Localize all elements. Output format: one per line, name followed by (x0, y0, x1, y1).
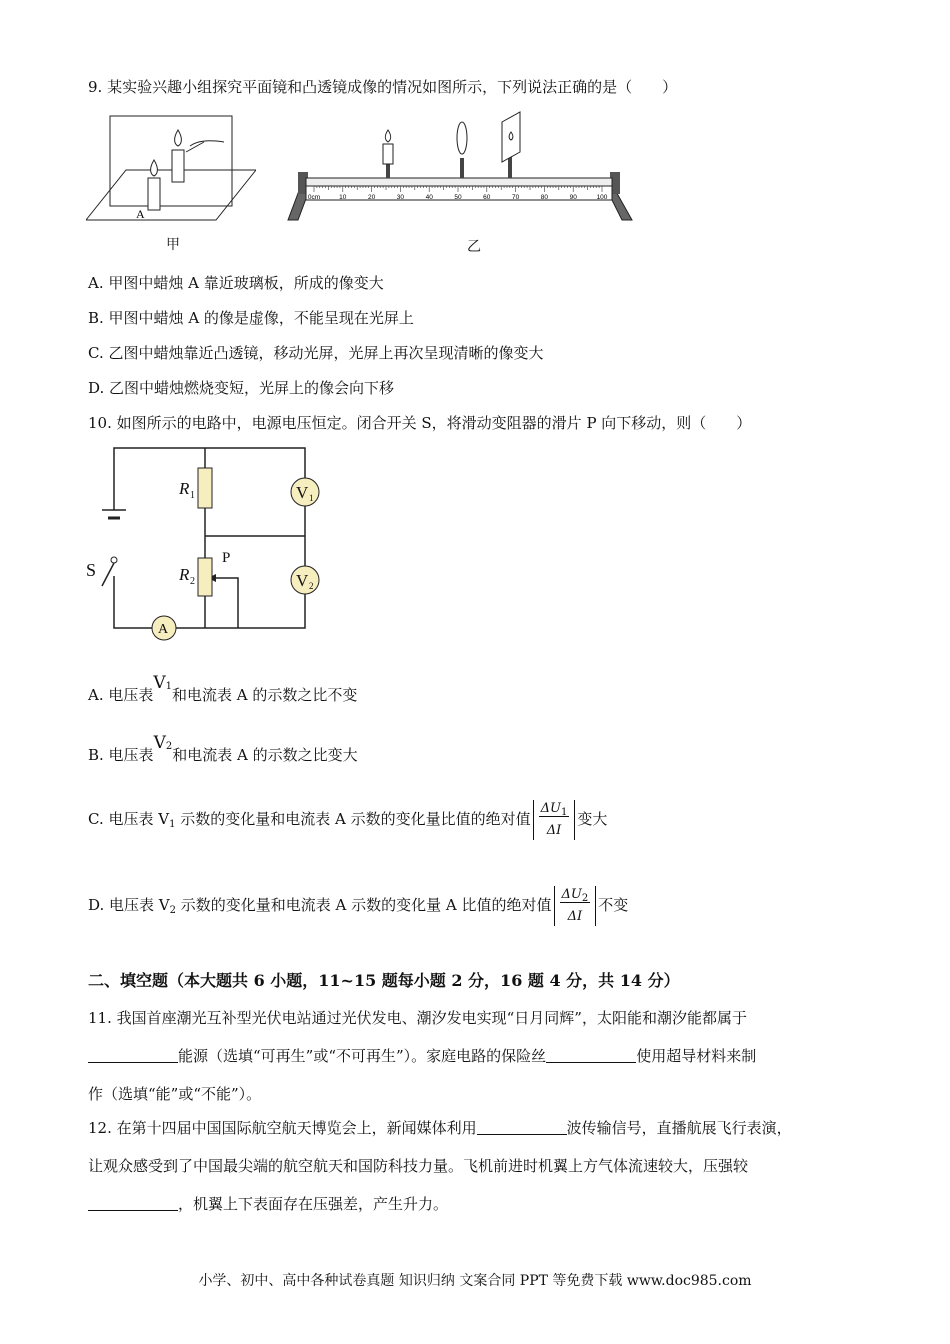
q11-line-2: 能源（选填“可再生”或“不可再生”）。家庭电路的保险丝 使用超导材料来制 (88, 1045, 756, 1066)
q10-stem: 10. 如图所示的电路中，电源电压恒定。闭合开关 S，将滑动变阻器的滑片 P 向下移动，则（ ） (88, 414, 752, 432)
ruler-tick-label: 80 (540, 194, 549, 201)
fig-jia-caption: 甲 (166, 237, 180, 253)
section-2-heading: 二、填空题（本大题共 6 小题，11~15 题每小题 2 分，16 题 4 分，共 14 分） (88, 971, 680, 990)
page-footer: 小学、初中、高中各种试卷真题 知识归纳 文案合同 PPT 等免费下载 www.doc985.com (198, 1273, 752, 1289)
slider-label: P (222, 550, 231, 566)
q12-line-1: 12. 在第十四届中国国际航空航天博览会上，新闻媒体利用 波传输信号，直播航展飞行表演， (88, 1119, 792, 1137)
r1-label: R (179, 479, 190, 498)
ruler-tick-label: 0cm (307, 194, 321, 201)
ruler-tick-label: 50 (454, 194, 462, 201)
candle-a-label: A (136, 207, 145, 221)
ruler-tick-label: 70 (511, 194, 520, 201)
ruler-tick-label: 10 (339, 194, 347, 201)
q11-blank-2[interactable] (546, 1048, 636, 1063)
q11-line-1: 11. 我国首座潮光互补型光伏电站通过光伏发电、潮汐发电实现“日月同辉”，太阳能和潮汐能都属于 (88, 1009, 747, 1027)
figure-optical-bench (284, 108, 636, 226)
q12-line-2: 让观众感受到了中国最尖端的航空航天和国防科技力量。飞机前进时机翼上方气体流速较大，压强较 (88, 1157, 749, 1175)
r2-label: R (179, 565, 190, 584)
ruler-tick-label: 100 (596, 194, 608, 201)
q9-option-d: D. 乙图中蜡烛燃烧变短，光屏上的像会向下移 (88, 379, 395, 397)
q10-option-a: A. 电压表$V^1$和电流表 A 的示数之比不变 (88, 673, 358, 704)
q9-stem: 9. 某实验兴趣小组探究平面镜和凸透镜成像的情况如图所示，下列说法正确的是（ ） (88, 78, 678, 96)
v1-sub: 1 (309, 493, 314, 503)
figure-circuit (84, 440, 334, 645)
ruler-tick-label: 40 (425, 194, 433, 201)
r1-sub: 1 (190, 490, 195, 501)
ruler-tick-label: 30 (396, 194, 405, 201)
q12-blank-1[interactable] (477, 1120, 567, 1135)
v1-label: V (296, 483, 309, 502)
q9-option-c: C. 乙图中蜡烛靠近凸透镜，移动光屏，光屏上再次呈现清晰的像变大 (88, 344, 544, 362)
q9-option-a: A. 甲图中蜡烛 A 靠近玻璃板，所成的像变大 (88, 274, 384, 292)
q11-line-3: 作（选填“能”或“不能”）。 (88, 1085, 262, 1103)
q10-option-c: C. 电压表 $V_1$ 示数的变化量和电流表 A 示数的变化量比值的绝对值 $\frac{\Delta U_1}{\Delta I}$ 变大 (88, 801, 608, 838)
q12-line-3: ，机翼上下表面存在压强差，产生升力。 (88, 1193, 448, 1214)
switch-label: S (86, 560, 97, 580)
v2-sub: 2 (309, 581, 314, 591)
ruler-tick-label: 90 (569, 194, 577, 201)
ammeter-label: A (158, 622, 169, 637)
fig-yi-caption: 乙 (467, 239, 481, 255)
q9-option-b: B. 甲图中蜡烛 A 的像是虚像，不能呈现在光屏上 (88, 309, 414, 327)
q10-option-b: B. 电压表$V^2$和电流表 A 的示数之比变大 (88, 733, 358, 764)
figure-plane-mirror (86, 112, 256, 224)
v2-label: V (296, 571, 309, 590)
ruler-tick-label: 20 (367, 194, 376, 201)
fraction-du2-di: $\frac{\Delta U_2}{\Delta I}$ (554, 886, 597, 926)
r2-sub: 2 (190, 576, 195, 587)
fraction-du1-di: $\frac{\Delta U_1}{\Delta I}$ (533, 800, 576, 840)
ruler-tick-label: 60 (483, 194, 491, 201)
q12-blank-2[interactable] (88, 1196, 178, 1211)
q10-option-d: D. 电压表 $V_2$ 示数的变化量和电流表 A 示数的变化量 A 比值的绝对值 $\frac{\Delta U_2}{\Delta I}$ 不变 (88, 887, 629, 924)
q11-blank-1[interactable] (88, 1048, 178, 1063)
